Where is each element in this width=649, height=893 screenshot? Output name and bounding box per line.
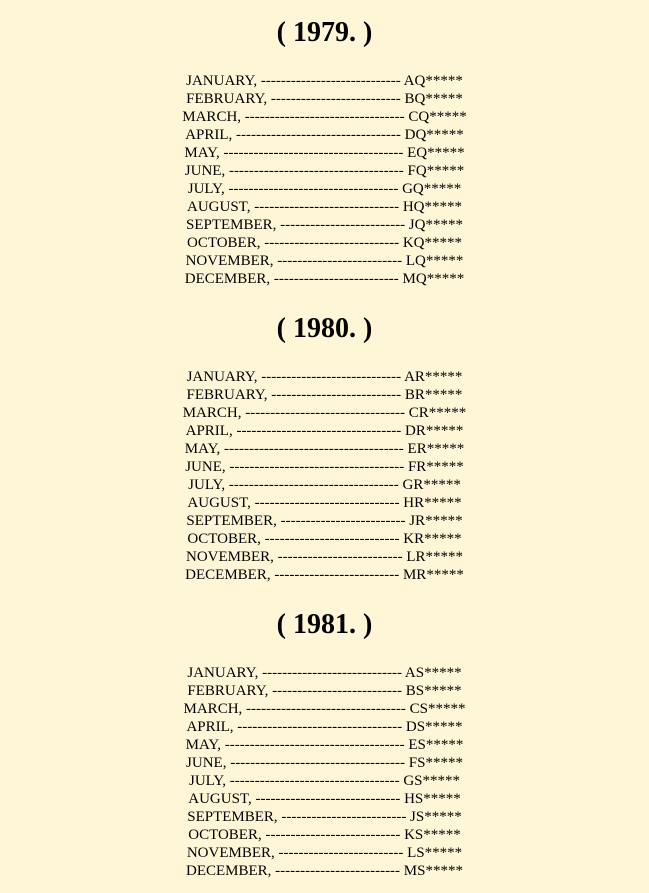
month-row-july: JULY, ---------------------------------- GQ***** xyxy=(187,181,462,197)
month-row-december: DECEMBER, ------------------------- MQ***** xyxy=(184,271,465,287)
month-row-june: JUNE, ----------------------------------- FS***** xyxy=(186,755,463,771)
month-row-february: FEBRUARY, -------------------------- BQ***** xyxy=(186,91,463,107)
month-row-february: FEBRUARY, -------------------------- BS***** xyxy=(187,683,462,699)
month-row-may: MAY, ------------------------------------ ER***** xyxy=(184,441,465,457)
year-heading: ( 1981. ) xyxy=(276,609,373,640)
month-row-may: MAY, ------------------------------------ EQ***** xyxy=(184,145,465,161)
month-row-september: SEPTEMBER, ------------------------- JS***** xyxy=(187,809,462,825)
month-row-august: AUGUST, ----------------------------- HR***** xyxy=(187,495,462,511)
month-row-october: OCTOBER, --------------------------- KS***** xyxy=(188,827,461,843)
month-row-august: AUGUST, ----------------------------- HS***** xyxy=(188,791,461,807)
year-section-1980 xyxy=(0,312,649,583)
month-row-january: JANUARY, ---------------------------- AQ***** xyxy=(186,73,463,89)
month-row-november: NOVEMBER, ------------------------- LS***** xyxy=(186,845,463,861)
year-heading: ( 1980. ) xyxy=(276,313,373,344)
month-row-september: SEPTEMBER, ------------------------- JQ***** xyxy=(186,217,463,233)
month-row-november: NOVEMBER, ------------------------- LR***** xyxy=(186,549,463,565)
month-row-july: JULY, ---------------------------------- GS***** xyxy=(189,773,460,789)
month-list xyxy=(0,368,649,584)
year-heading: ( 1979. ) xyxy=(276,17,373,48)
month-row-july: JULY, ---------------------------------- GR***** xyxy=(188,477,461,493)
month-row-november: NOVEMBER, ------------------------- LQ***** xyxy=(185,253,464,269)
month-row-june: JUNE, ----------------------------------- FQ***** xyxy=(184,163,465,179)
month-row-june: JUNE, ----------------------------------- FR***** xyxy=(185,459,464,475)
month-row-january: JANUARY, ---------------------------- AR***** xyxy=(186,369,463,385)
year-section-1979 xyxy=(0,16,649,287)
month-row-september: SEPTEMBER, ------------------------- JR***** xyxy=(186,513,463,529)
year-section-1981 xyxy=(0,608,649,879)
month-row-october: OCTOBER, --------------------------- KQ***** xyxy=(186,235,463,251)
month-list xyxy=(0,664,649,880)
month-list xyxy=(0,72,649,288)
month-row-march: MARCH, -------------------------------- CR***** xyxy=(182,405,467,421)
month-row-october: OCTOBER, --------------------------- KR***** xyxy=(187,531,462,547)
month-row-february: FEBRUARY, -------------------------- BR***** xyxy=(186,387,463,403)
month-row-april: APRIL, --------------------------------- DS***** xyxy=(186,719,463,735)
month-row-december: DECEMBER, ------------------------- MS***** xyxy=(186,863,463,879)
month-row-august: AUGUST, ----------------------------- HQ***** xyxy=(187,199,462,215)
month-row-april: APRIL, --------------------------------- DR***** xyxy=(185,423,464,439)
month-row-december: DECEMBER, ------------------------- MR***** xyxy=(185,567,464,583)
month-row-january: JANUARY, ---------------------------- AS***** xyxy=(187,665,462,681)
month-row-march: MARCH, -------------------------------- CQ***** xyxy=(182,109,467,125)
month-row-april: APRIL, --------------------------------- DQ***** xyxy=(185,127,464,143)
month-row-may: MAY, ------------------------------------ ES***** xyxy=(185,737,464,753)
month-row-march: MARCH, -------------------------------- CS***** xyxy=(183,701,466,717)
